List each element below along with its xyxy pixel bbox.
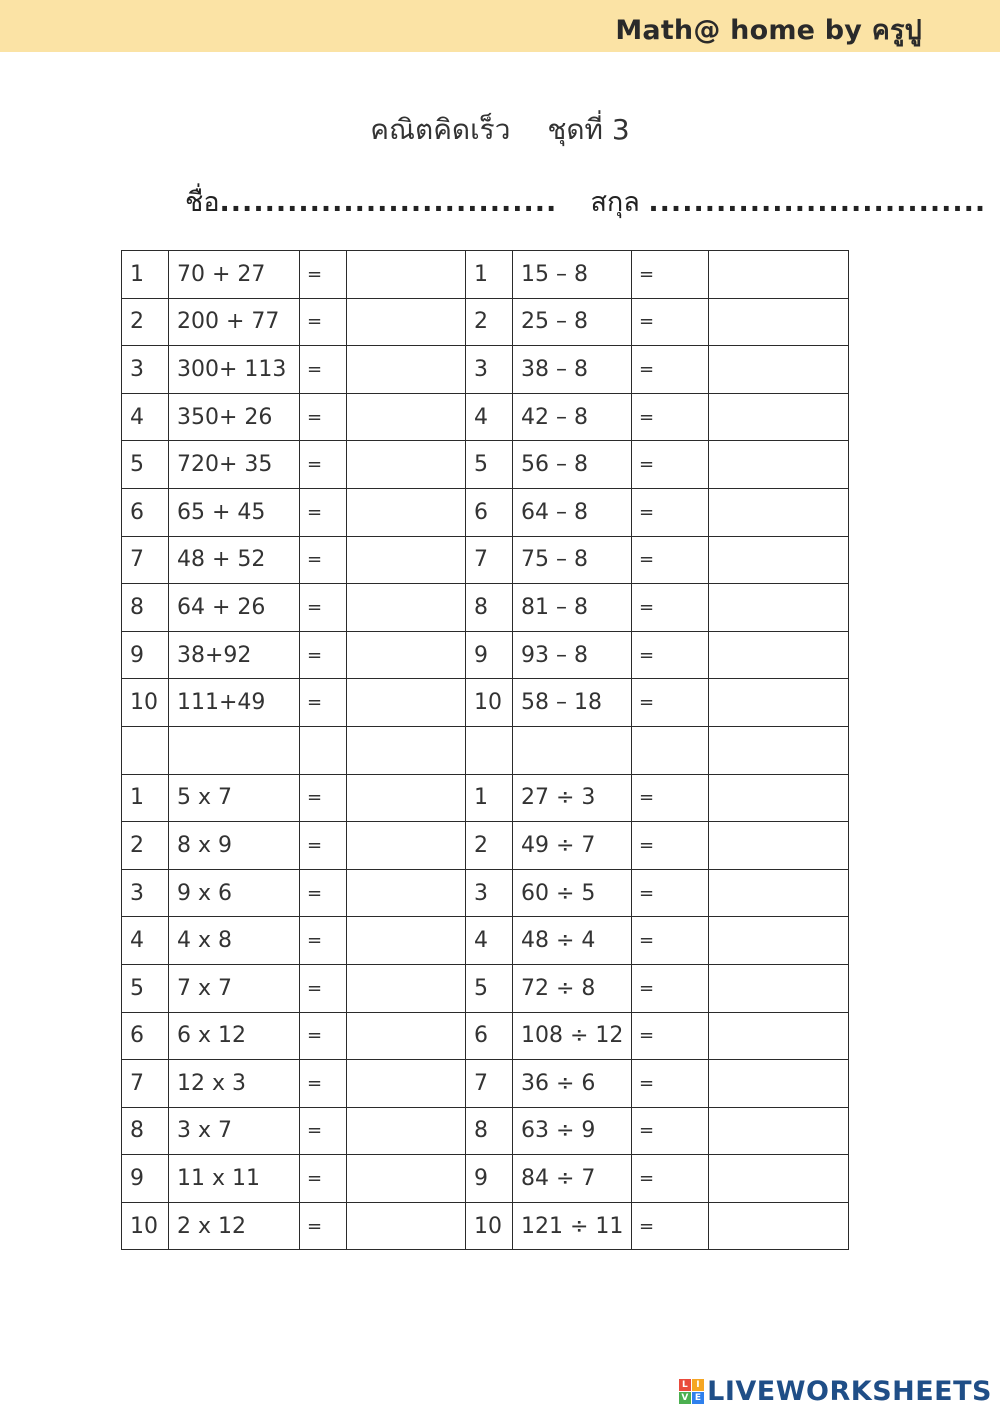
left-problem: 12 x 3 — [169, 1060, 300, 1108]
left-problem: 200 + 77 — [169, 298, 300, 346]
left-problem: 65 + 45 — [169, 488, 300, 536]
left-equals: = — [300, 774, 347, 822]
name-label: ชื่อ — [185, 187, 220, 218]
left-answer-cell[interactable] — [347, 441, 466, 489]
logo-tile: E — [692, 1392, 704, 1404]
left-answer-cell[interactable] — [347, 774, 466, 822]
right-number — [466, 726, 513, 774]
left-problem: 4 x 8 — [169, 917, 300, 965]
right-problem: 49 ÷ 7 — [513, 822, 632, 870]
right-equals: = — [632, 1202, 709, 1250]
left-equals: = — [300, 1060, 347, 1108]
left-equals: = — [300, 964, 347, 1012]
name-field[interactable]: .............................. — [219, 187, 558, 218]
right-answer-cell[interactable] — [709, 441, 849, 489]
left-problem: 70 + 27 — [169, 251, 300, 299]
right-answer-cell[interactable] — [709, 393, 849, 441]
left-equals: = — [300, 1107, 347, 1155]
right-number: 7 — [466, 1060, 513, 1108]
right-equals: = — [632, 346, 709, 394]
left-problem: 3 x 7 — [169, 1107, 300, 1155]
left-problem: 2 x 12 — [169, 1202, 300, 1250]
left-equals: = — [300, 441, 347, 489]
left-equals — [300, 726, 347, 774]
right-answer-cell[interactable] — [709, 869, 849, 917]
left-number: 3 — [122, 869, 169, 917]
right-problem: 38 – 8 — [513, 346, 632, 394]
logo-tile: V — [679, 1392, 691, 1404]
right-equals: = — [632, 917, 709, 965]
right-problem: 27 ÷ 3 — [513, 774, 632, 822]
right-problem: 15 – 8 — [513, 251, 632, 299]
right-answer-cell[interactable] — [709, 584, 849, 632]
right-equals: = — [632, 679, 709, 727]
table-row — [122, 1155, 849, 1203]
right-equals: = — [632, 584, 709, 632]
left-number: 9 — [122, 631, 169, 679]
left-answer-cell[interactable] — [347, 964, 466, 1012]
left-equals: = — [300, 679, 347, 727]
surname-field[interactable]: .............................. — [648, 187, 987, 218]
left-answer-cell[interactable] — [347, 917, 466, 965]
exercise-table — [121, 250, 849, 1250]
right-problem — [513, 726, 632, 774]
right-number: 3 — [466, 346, 513, 394]
left-equals: = — [300, 536, 347, 584]
right-number: 2 — [466, 822, 513, 870]
left-problem: 64 + 26 — [169, 584, 300, 632]
left-equals: = — [300, 631, 347, 679]
table-row — [122, 1107, 849, 1155]
right-equals: = — [632, 1155, 709, 1203]
logo-tile: I — [692, 1379, 704, 1391]
left-problem: 8 x 9 — [169, 822, 300, 870]
left-answer-cell[interactable] — [347, 1012, 466, 1060]
left-number: 1 — [122, 774, 169, 822]
left-number: 5 — [122, 964, 169, 1012]
left-number: 5 — [122, 441, 169, 489]
table-row — [122, 631, 849, 679]
left-answer-cell[interactable] — [347, 346, 466, 394]
right-answer-cell[interactable] — [709, 1155, 849, 1203]
left-answer-cell[interactable] — [347, 1060, 466, 1108]
table-row — [122, 774, 849, 822]
right-number: 10 — [466, 679, 513, 727]
surname-label: สกุล — [590, 187, 640, 218]
worksheet-title-main: คณิตคิดเร็ว — [370, 113, 511, 146]
right-number: 9 — [466, 631, 513, 679]
left-equals: = — [300, 346, 347, 394]
logo-text: LIVEWORKSHEETS — [707, 1376, 992, 1407]
left-equals: = — [300, 822, 347, 870]
left-equals: = — [300, 917, 347, 965]
left-equals: = — [300, 251, 347, 299]
spacer-row — [122, 726, 849, 774]
right-equals: = — [632, 393, 709, 441]
right-problem: 64 – 8 — [513, 488, 632, 536]
left-answer-cell[interactable] — [347, 488, 466, 536]
right-number: 6 — [466, 488, 513, 536]
left-equals: = — [300, 1202, 347, 1250]
right-number: 6 — [466, 1012, 513, 1060]
right-problem: 121 ÷ 11 — [513, 1202, 632, 1250]
left-problem: 9 x 6 — [169, 869, 300, 917]
right-number: 7 — [466, 536, 513, 584]
header-title: Math@ home by ครูปู — [615, 15, 922, 46]
table-row — [122, 393, 849, 441]
left-number: 7 — [122, 536, 169, 584]
right-number: 4 — [466, 917, 513, 965]
left-equals: = — [300, 298, 347, 346]
right-answer-cell[interactable] — [709, 1107, 849, 1155]
worksheet-title — [0, 108, 1000, 152]
right-answer-cell[interactable] — [709, 679, 849, 727]
left-answer-cell[interactable] — [347, 298, 466, 346]
right-equals: = — [632, 1060, 709, 1108]
left-problem: 7 x 7 — [169, 964, 300, 1012]
right-equals: = — [632, 298, 709, 346]
left-number: 8 — [122, 584, 169, 632]
right-problem: 25 – 8 — [513, 298, 632, 346]
right-equals: = — [632, 536, 709, 584]
right-answer-cell[interactable] — [709, 346, 849, 394]
right-equals: = — [632, 964, 709, 1012]
right-answer-cell[interactable] — [709, 488, 849, 536]
left-answer-cell[interactable] — [347, 584, 466, 632]
left-number: 4 — [122, 917, 169, 965]
right-problem: 93 – 8 — [513, 631, 632, 679]
left-problem: 38+92 — [169, 631, 300, 679]
table-row — [122, 1012, 849, 1060]
right-problem: 56 – 8 — [513, 441, 632, 489]
right-answer-cell — [709, 726, 849, 774]
left-problem: 720+ 35 — [169, 441, 300, 489]
right-number: 3 — [466, 869, 513, 917]
right-problem: 72 ÷ 8 — [513, 964, 632, 1012]
table-row — [122, 346, 849, 394]
left-equals: = — [300, 393, 347, 441]
right-problem: 108 ÷ 12 — [513, 1012, 632, 1060]
right-problem: 63 ÷ 9 — [513, 1107, 632, 1155]
right-problem: 36 ÷ 6 — [513, 1060, 632, 1108]
right-answer-cell[interactable] — [709, 1012, 849, 1060]
left-number: 8 — [122, 1107, 169, 1155]
exercise-table-body — [122, 251, 849, 1250]
left-answer-cell[interactable] — [347, 1155, 466, 1203]
left-equals: = — [300, 1012, 347, 1060]
header-banner — [0, 0, 1000, 52]
right-number: 1 — [466, 774, 513, 822]
right-answer-cell[interactable] — [709, 822, 849, 870]
right-number: 4 — [466, 393, 513, 441]
right-answer-cell[interactable] — [709, 917, 849, 965]
right-number: 5 — [466, 964, 513, 1012]
right-answer-cell[interactable] — [709, 631, 849, 679]
right-problem: 75 – 8 — [513, 536, 632, 584]
right-number: 9 — [466, 1155, 513, 1203]
table-row — [122, 536, 849, 584]
left-number: 6 — [122, 488, 169, 536]
right-equals: = — [632, 822, 709, 870]
left-answer-cell[interactable] — [347, 822, 466, 870]
table-row — [122, 441, 849, 489]
left-number: 1 — [122, 251, 169, 299]
left-answer-cell[interactable] — [347, 679, 466, 727]
left-equals: = — [300, 1155, 347, 1203]
left-number: 7 — [122, 1060, 169, 1108]
table-row — [122, 679, 849, 727]
left-equals: = — [300, 584, 347, 632]
right-number: 1 — [466, 251, 513, 299]
left-number: 9 — [122, 1155, 169, 1203]
table-row — [122, 488, 849, 536]
left-number: 4 — [122, 393, 169, 441]
name-line — [185, 180, 986, 223]
right-equals: = — [632, 488, 709, 536]
left-answer-cell — [347, 726, 466, 774]
left-problem: 11 x 11 — [169, 1155, 300, 1203]
left-number — [122, 726, 169, 774]
table-row — [122, 964, 849, 1012]
left-number: 6 — [122, 1012, 169, 1060]
right-equals: = — [632, 1107, 709, 1155]
right-problem: 60 ÷ 5 — [513, 869, 632, 917]
left-problem: 6 x 12 — [169, 1012, 300, 1060]
right-answer-cell[interactable] — [709, 536, 849, 584]
table-row — [122, 917, 849, 965]
logo-mark-icon — [679, 1379, 704, 1404]
left-answer-cell[interactable] — [347, 251, 466, 299]
table-row — [122, 822, 849, 870]
right-answer-cell[interactable] — [709, 774, 849, 822]
right-problem: 58 – 18 — [513, 679, 632, 727]
right-problem: 42 – 8 — [513, 393, 632, 441]
right-equals: = — [632, 1012, 709, 1060]
right-equals: = — [632, 251, 709, 299]
right-problem: 81 – 8 — [513, 584, 632, 632]
right-answer-cell[interactable] — [709, 1202, 849, 1250]
right-answer-cell[interactable] — [709, 964, 849, 1012]
right-problem: 48 ÷ 4 — [513, 917, 632, 965]
logo-tile: L — [679, 1379, 691, 1391]
left-equals: = — [300, 869, 347, 917]
right-answer-cell[interactable] — [709, 251, 849, 299]
right-answer-cell[interactable] — [709, 1060, 849, 1108]
left-problem: 350+ 26 — [169, 393, 300, 441]
table-row — [122, 1060, 849, 1108]
left-answer-cell[interactable] — [347, 869, 466, 917]
left-number: 2 — [122, 822, 169, 870]
right-equals: = — [632, 441, 709, 489]
right-number: 8 — [466, 584, 513, 632]
table-row — [122, 298, 849, 346]
left-equals: = — [300, 488, 347, 536]
right-number: 2 — [466, 298, 513, 346]
left-answer-cell[interactable] — [347, 393, 466, 441]
right-number: 10 — [466, 1202, 513, 1250]
right-answer-cell[interactable] — [709, 298, 849, 346]
left-number: 3 — [122, 346, 169, 394]
left-number: 10 — [122, 1202, 169, 1250]
left-problem: 48 + 52 — [169, 536, 300, 584]
left-answer-cell[interactable] — [347, 1202, 466, 1250]
left-problem: 5 x 7 — [169, 774, 300, 822]
right-number: 8 — [466, 1107, 513, 1155]
left-problem: 111+49 — [169, 679, 300, 727]
left-number: 10 — [122, 679, 169, 727]
left-problem: 300+ 113 — [169, 346, 300, 394]
right-equals — [632, 726, 709, 774]
right-equals: = — [632, 774, 709, 822]
liveworksheets-logo — [679, 1376, 992, 1407]
right-number: 5 — [466, 441, 513, 489]
left-answer-cell[interactable] — [347, 1107, 466, 1155]
table-row — [122, 1202, 849, 1250]
left-answer-cell[interactable] — [347, 536, 466, 584]
left-answer-cell[interactable] — [347, 631, 466, 679]
table-row — [122, 869, 849, 917]
worksheet-title-set: ชุดที่ 3 — [547, 113, 630, 146]
table-row — [122, 251, 849, 299]
right-equals: = — [632, 631, 709, 679]
right-problem: 84 ÷ 7 — [513, 1155, 632, 1203]
left-problem — [169, 726, 300, 774]
table-row — [122, 584, 849, 632]
left-number: 2 — [122, 298, 169, 346]
right-equals: = — [632, 869, 709, 917]
